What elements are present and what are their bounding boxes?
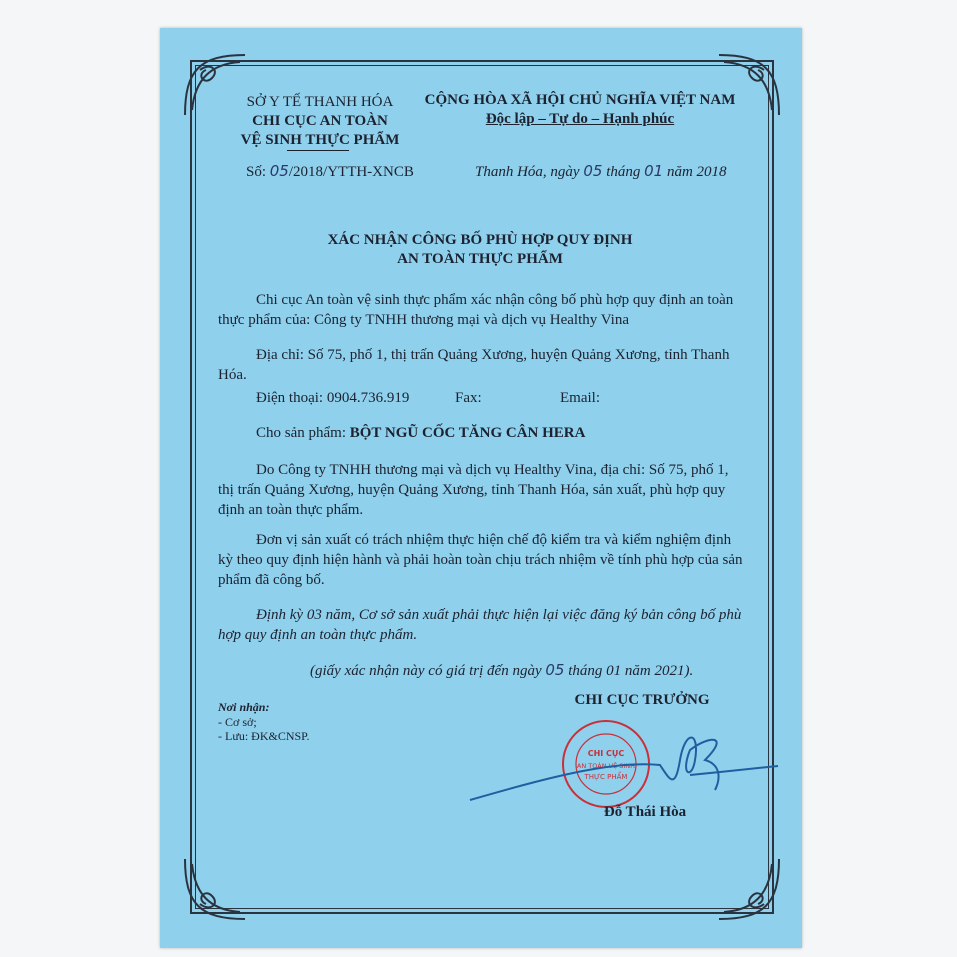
body-text: Đơn vị sản xuất có trách nhiệm thực hiện chế độ kiểm tra và kiểm nghiệm định [256,532,732,548]
email-label: Email: [560,390,600,406]
body-text: Định kỳ 03 năm, Cơ sở sản xuất phải thực hiện lại việc đăng ký bản công bố phù [256,607,742,623]
agency-name-1: CHI CỤC AN TOÀN [252,113,388,129]
signatory-name: Đỗ Thái Hòa [603,804,687,820]
body-text: Chi cục An toàn vệ sinh thực phẩm xác nhận công bố phù hợp quy định an toàn [256,292,734,308]
body-text: hợp quy định an toàn thực phẩm. [218,627,418,643]
issue-date: Thanh Hóa, ngày 05 tháng 01 năm 2018 [475,162,727,180]
body-text: kỳ theo quy định hiện hành và phải hoàn toàn chịu trách nhiệm về tính phù hợp của sản [218,552,743,568]
fax-label: Fax: [455,390,482,406]
recipient-item: - Lưu: ĐK&CNSP. [218,729,310,743]
agency-name-2: VỆ SINH THỰC PHẨM [240,132,400,148]
ornament-corner-icon [180,854,250,924]
address-text: Hóa. [218,367,247,383]
body-text: thực phẩm của: Công ty TNHH thương mại và dịch vụ Healthy Vina [218,312,629,328]
svg-text:THỰC PHẨM: THỰC PHẨM [584,773,628,781]
signature-icon [460,720,780,810]
ornament-corner-icon [714,854,784,924]
body-text: phẩm đã công bố. [218,572,325,588]
document-subtitle: AN TOÀN THỰC PHẨM [397,251,563,267]
phone-text: Điện thoại: 0904.736.919 [256,390,410,406]
signatory-role: CHI CỤC TRƯỞNG [574,692,710,708]
body-text: thị trấn Quảng Xương, huyện Quảng Xương, tỉnh Thanh Hóa, sản xuất, phù hợp quy [218,482,726,498]
address-text: Địa chỉ: Số 75, phố 1, thị trấn Quảng Xương, huyện Quảng Xương, tỉnh Thanh [256,347,730,363]
national-title: CỘNG HÒA XÃ HỘI CHỦ NGHĨA VIỆT NAM [424,92,736,108]
svg-text:AN TOÀN VỆ SINH: AN TOÀN VỆ SINH [576,762,636,770]
recipients-title: Nơi nhận: [218,700,270,714]
body-text: Do Công ty TNHH thương mại và dịch vụ Healthy Vina, địa chỉ: Số 75, phố 1, [256,462,729,478]
ornament-corner-icon [714,50,784,120]
product-line: Cho sản phẩm: BỘT NGŨ CỐC TĂNG CÂN HERA [256,425,586,441]
validity-note: (giấy xác nhận này có giá trị đến ngày 05 tháng 01 năm 2021). [310,661,694,679]
reference-number: Số: 05/2018/YTTH-XNCB [246,162,414,180]
divider [287,150,349,151]
svg-text:CHI CỤC: CHI CỤC [587,749,625,758]
product-name: BỘT NGŨ CỐC TĂNG CÂN HERA [349,425,586,441]
national-motto: Độc lập – Tự do – Hạnh phúc [485,111,675,127]
agency-parent: SỞ Y TẾ THANH HÓA [246,94,394,110]
body-text: định an toàn thực phẩm. [218,502,364,518]
ornament-corner-icon [180,50,250,120]
recipient-item: - Cơ sở; [218,715,257,729]
document-title: XÁC NHẬN CÔNG BỐ PHÙ HỢP QUY ĐỊNH [327,232,633,248]
